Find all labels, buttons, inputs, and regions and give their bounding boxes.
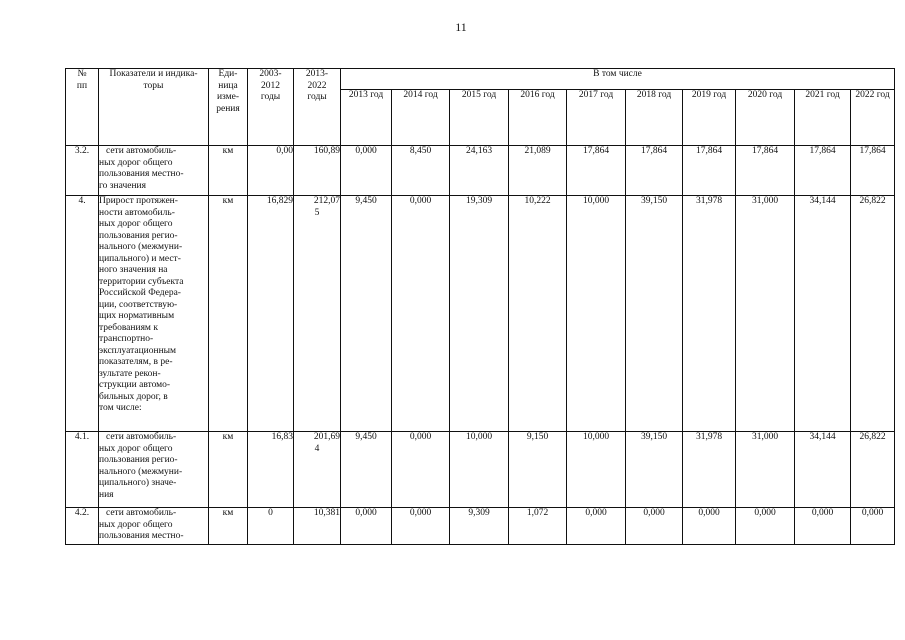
period2-line: 201,69: [313, 432, 340, 442]
indicator-line: пользования местно-: [99, 169, 184, 179]
row-value-2019: 31,978: [683, 432, 736, 508]
header-period-line: годы: [260, 92, 281, 102]
header-group-including: В том числе: [341, 69, 895, 90]
row-number: 4.: [66, 196, 99, 432]
header-year-2017: 2017 год: [567, 90, 626, 146]
row-value-2018: 0,000: [626, 508, 683, 545]
row-value-2019: 31,978: [683, 196, 736, 432]
header-no-line: №: [77, 69, 87, 79]
indicator-line: щих нормативным: [99, 311, 175, 321]
indicator-line: эксплуатационным: [99, 345, 177, 356]
row-period2-value: [294, 146, 341, 196]
header-period-2003-2012: [248, 69, 294, 146]
header-unit-line: изме-: [216, 92, 240, 102]
indicator-line: сети автомобиль-: [106, 146, 177, 156]
row-value-2015: 24,163: [450, 146, 509, 196]
indicator-line: ных дорог общего: [99, 443, 173, 454]
row-period1-value: 16,83: [248, 432, 294, 508]
row-value-2017: 10,000: [567, 432, 626, 508]
header-year-2019: 2019 год: [683, 90, 736, 146]
row-value-2017: 0,000: [567, 508, 626, 545]
period2-line: 160,89: [313, 146, 340, 156]
header-year-2021: 2021 год: [795, 90, 851, 146]
indicator-line: нального (межмуни-: [99, 242, 183, 252]
table-row: [66, 196, 895, 432]
row-value-2019: 0,000: [683, 508, 736, 545]
row-value-2015: 9,309: [450, 508, 509, 545]
indicator-line: го значения: [99, 180, 146, 191]
header-no-line: пп: [76, 80, 88, 91]
row-value-2020: 31,000: [736, 196, 795, 432]
indicator-line: струкции автомо-: [99, 380, 171, 390]
header-year-2015: 2015 год: [450, 90, 509, 146]
row-value-2014: 0,000: [392, 508, 450, 545]
row-value-2021: 17,864: [795, 146, 851, 196]
row-value-2021: 34,144: [795, 432, 851, 508]
indicator-line: ных дорог общего: [99, 519, 173, 530]
header-year-2020: 2020 год: [736, 90, 795, 146]
indicator-line: бильных дорог, в: [99, 391, 168, 402]
header-period-line: 2003-: [259, 69, 282, 79]
row-unit: км: [209, 196, 248, 432]
row-value-2022: 17,864: [851, 146, 895, 196]
row-indicator: [99, 146, 209, 196]
row-value-2019: 17,864: [683, 146, 736, 196]
indicator-line: нального (межмуни-: [99, 466, 183, 477]
row-value-2015: 10,000: [450, 432, 509, 508]
table-row: [66, 508, 895, 545]
table-row: [66, 146, 895, 196]
row-value-2018: 39,150: [626, 432, 683, 508]
page-number: 11: [455, 20, 467, 34]
indicator-line: сети автомобиль-: [106, 432, 177, 442]
header-indicator-line: Показатели и индика-: [109, 69, 198, 79]
row-number: 3.2.: [66, 146, 99, 196]
row-number: 4.2.: [66, 508, 99, 545]
row-value-2020: 17,864: [736, 146, 795, 196]
header-year-2013: 2013 год: [341, 90, 392, 146]
header-indicator-line: торы: [143, 80, 164, 91]
header-year-2022: 2022 год: [851, 90, 895, 146]
row-unit: км: [209, 432, 248, 508]
row-value-2018: 39,150: [626, 196, 683, 432]
header-unit: [209, 69, 248, 146]
period2-line: 10,381: [313, 508, 340, 518]
period2-line: 4: [314, 443, 320, 454]
indicators-table: [65, 68, 895, 545]
indicator-line: показателям, в ре-: [99, 357, 173, 367]
indicator-line: ции, соответствую-: [99, 299, 178, 310]
row-value-2016: 9,150: [509, 432, 567, 508]
header-no: [66, 69, 99, 146]
indicator-line: пользования регио-: [99, 455, 178, 465]
header-period-line: 2022: [307, 80, 327, 91]
header-year-2018: 2018 год: [626, 90, 683, 146]
row-value-2022: 0,000: [851, 508, 895, 545]
row-value-2013: 9,450: [341, 196, 392, 432]
indicator-line: ния: [99, 489, 114, 500]
header-period-line: 2012: [261, 80, 280, 91]
header-row-group: [66, 69, 895, 90]
row-value-2020: 0,000: [736, 508, 795, 545]
row-value-2022: 26,822: [851, 196, 895, 432]
row-period1-value: 0: [248, 508, 294, 545]
indicator-line: сети автомобиль-: [106, 508, 177, 518]
header-unit-line: Еди-: [218, 69, 238, 79]
row-period2-value: [294, 196, 341, 432]
row-period1-value: 0,00: [248, 146, 294, 196]
row-value-2021: 0,000: [795, 508, 851, 545]
indicator-line: территории субъекта: [99, 276, 184, 287]
row-indicator: [99, 432, 209, 508]
row-value-2016: 1,072: [509, 508, 567, 545]
indicator-line: Прирост протяжен-: [99, 196, 178, 206]
row-value-2013: 0,000: [341, 508, 392, 545]
row-number: 4.1.: [66, 432, 99, 508]
row-period1-value: 16,829: [248, 196, 294, 432]
row-unit: км: [209, 508, 248, 545]
row-value-2017: 17,864: [567, 146, 626, 196]
row-value-2020: 31,000: [736, 432, 795, 508]
row-value-2022: 26,822: [851, 432, 895, 508]
row-value-2013: 9,450: [341, 432, 392, 508]
indicator-line: ципального) значе-: [99, 478, 177, 488]
header-year-2014: 2014 год: [392, 90, 450, 146]
row-value-2013: 0,000: [341, 146, 392, 196]
row-indicator: [99, 508, 209, 545]
indicator-line: ности автомобиль-: [99, 207, 175, 218]
indicator-line: ципального) и мест-: [99, 253, 181, 264]
indicator-line: том числе:: [99, 403, 142, 413]
header-period-line: годы: [307, 92, 327, 102]
row-value-2016: 10,222: [509, 196, 567, 432]
row-value-2015: 19,309: [450, 196, 509, 432]
row-value-2014: 0,000: [392, 196, 450, 432]
indicator-line: ных дорог общего: [99, 157, 173, 168]
header-period-2013-2022: [294, 69, 341, 146]
row-period2-value: [294, 508, 341, 545]
header-indicator: [99, 69, 209, 146]
indicator-line: требованиям к: [99, 322, 158, 333]
indicator-line: транспортно-: [99, 334, 154, 344]
indicator-line: пользования регио-: [99, 230, 178, 241]
period2-line: 5: [314, 207, 320, 218]
header-year-2016: 2016 год: [509, 90, 567, 146]
row-value-2014: 0,000: [392, 432, 450, 508]
indicator-line: ных дорог общего: [99, 219, 173, 229]
row-value-2017: 10,000: [567, 196, 626, 432]
row-period2-value: [294, 432, 341, 508]
row-value-2016: 21,089: [509, 146, 567, 196]
indicator-line: ного значения на: [99, 265, 168, 275]
header-unit-line: рения: [216, 103, 240, 114]
row-value-2021: 34,144: [795, 196, 851, 432]
indicator-line: зультате рекон-: [99, 368, 161, 379]
row-value-2018: 17,864: [626, 146, 683, 196]
row-unit: км: [209, 146, 248, 196]
indicator-line: Российской Федера-: [99, 288, 181, 298]
header-unit-line: ница: [218, 80, 238, 91]
row-indicator: [99, 196, 209, 432]
period2-line: 212,07: [313, 196, 340, 206]
row-value-2014: 8,450: [392, 146, 450, 196]
indicator-line: пользования местно-: [99, 531, 184, 541]
table-row: [66, 432, 895, 508]
header-period-line: 2013-: [305, 69, 329, 79]
